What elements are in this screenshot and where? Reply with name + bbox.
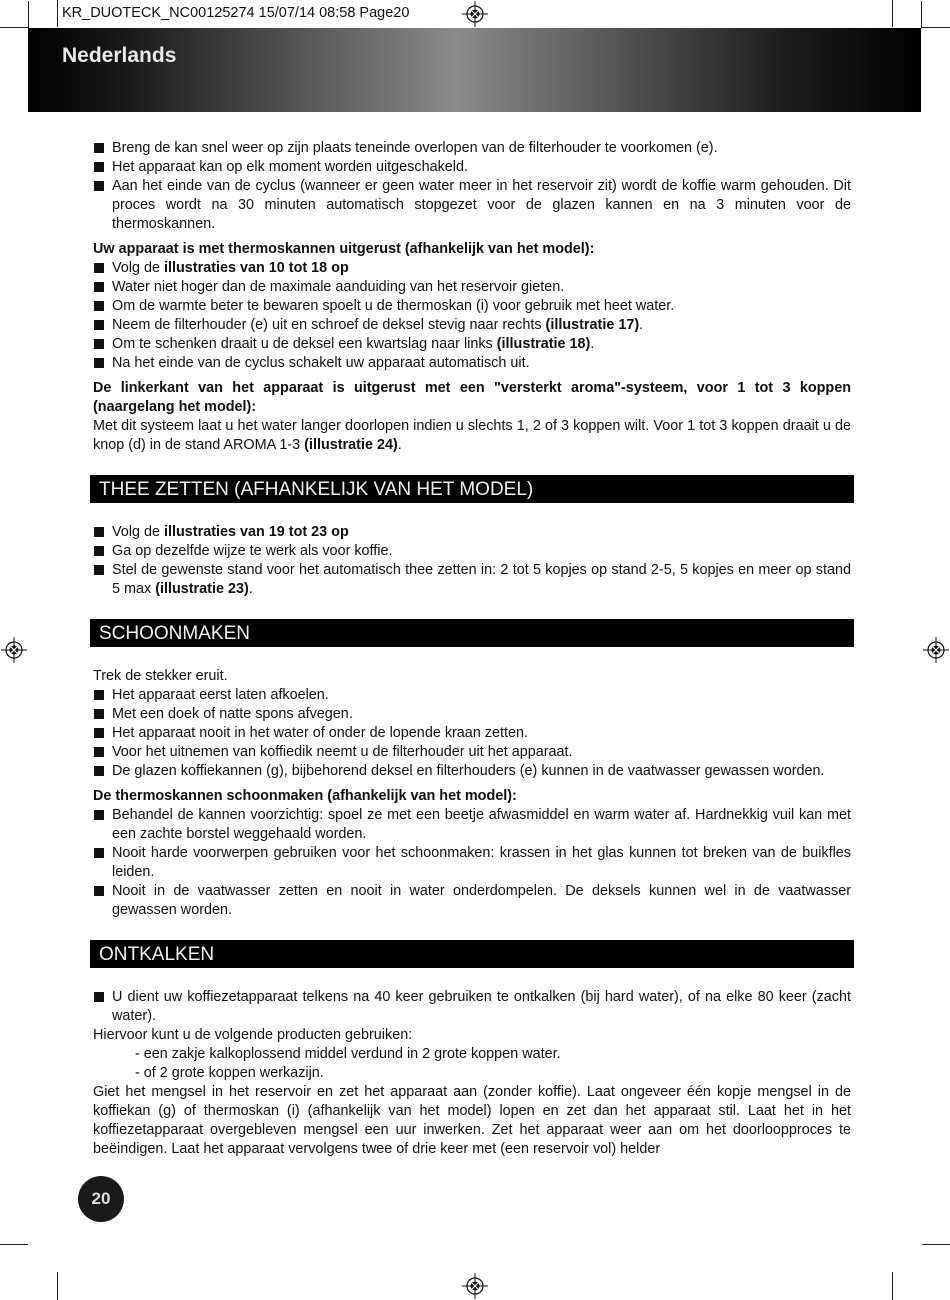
bullet-item bbox=[93, 523, 851, 542]
crop-mark bbox=[921, 1, 922, 28]
bullet-item bbox=[93, 354, 851, 373]
text-run: De glazen koffiekannen (g), bijbehorend deksel en filterhouders (e) kunnen in de vaatwasser gewassen worden. bbox=[112, 763, 825, 779]
text-run: Nooit in de vaatwasser zetten en nooit in water onderdompelen. De deksels kunnen wel in de vaatwasser gewassen worden. bbox=[112, 883, 851, 918]
text-run: Breng de kan snel weer op zijn plaats teneinde overlopen van de filterhouder te voorkomen (e). bbox=[112, 140, 718, 156]
bold-text: illustraties van 10 tot 18 op bbox=[164, 260, 349, 276]
subheading: Uw apparaat is met thermoskannen uitgerust (afhankelijk van het model): bbox=[93, 241, 595, 257]
text-run: Trek de stekker eruit. bbox=[93, 668, 228, 684]
text-run: . bbox=[248, 581, 253, 597]
crop-mark bbox=[892, 1272, 893, 1300]
text-run: Giet het mengsel in het reservoir en zet het apparaat aan (zonder koffie). Laat ongeveer één kopje mengsel in de koffiekan (g) of thermoskan (i) (afhankelijk van het model) lopen en zet dan het apparaat stil. Laat het in het koffiezetapparaat overgebleven mengsel een uur inwerken. Zet het apparaat weer aan om het doorloopproces te beëindigen. Laat het apparaat vervolgens twee of drie keer met (een reservoir vol) helder bbox=[93, 1084, 851, 1157]
section-heading: SCHOONMAKEN bbox=[90, 619, 854, 647]
print-slug: KR_DUOTECK_NC00125274 15/07/14 08:58 Page20 bbox=[62, 5, 410, 21]
registration-mark-icon bbox=[1, 637, 27, 663]
text-run: Het apparaat nooit in het water of onder de lopende kraan zetten. bbox=[112, 725, 529, 741]
bold-text: (illustratie 18) bbox=[496, 336, 591, 352]
text-run: Het apparaat eerst laten afkoelen. bbox=[112, 687, 329, 703]
bullet-item bbox=[93, 743, 851, 762]
text-run: Het apparaat kan op elk moment worden uitgeschakeld. bbox=[112, 159, 468, 175]
text-run: - een zakje kalkoplossend middel verdund in 2 grote koppen water. bbox=[135, 1046, 561, 1062]
crop-mark bbox=[892, 0, 893, 27]
bullet-item bbox=[93, 705, 851, 724]
indented-item bbox=[93, 1064, 851, 1083]
bold-text: (illustratie 24) bbox=[304, 437, 398, 453]
text-run: Volg de bbox=[112, 524, 165, 540]
paragraph bbox=[93, 667, 851, 686]
bullet-item bbox=[93, 177, 851, 234]
paragraph bbox=[93, 1083, 851, 1159]
text-run: Nooit harde voorwerpen gebruiken voor het schoonmaken: krassen in het glas kunnen tot breken van de buikfles leiden. bbox=[112, 845, 851, 880]
text-run: Stel de gewenste stand voor het automatisch thee zetten in: 2 tot 5 kopjes op stand 2-5, 5 kopjes en meer op stand 5 max bbox=[112, 562, 851, 597]
bullet-item bbox=[93, 686, 851, 705]
crop-mark bbox=[57, 0, 58, 27]
bold-text: (illustratie 23) bbox=[155, 581, 249, 597]
bullet-item bbox=[93, 882, 851, 920]
bullet-item bbox=[93, 561, 851, 599]
section-heading: THEE ZETTEN (AFHANKELIJK VAN HET MODEL) bbox=[90, 475, 854, 503]
crop-mark bbox=[28, 1, 29, 28]
bold-text: illustraties van 19 tot 23 op bbox=[164, 524, 349, 540]
paragraph bbox=[93, 1026, 851, 1045]
bold-text: (illustratie 17) bbox=[545, 317, 640, 333]
bullet-item bbox=[93, 316, 851, 335]
subheading: De thermoskannen schoonmaken (afhankelijk van het model): bbox=[93, 788, 517, 804]
paragraph bbox=[93, 417, 851, 455]
text-run: Hiervoor kunt u de volgende producten gebruiken: bbox=[93, 1027, 413, 1043]
text-run: Om de warmte beter te bewaren spoelt u de thermoskan (i) voor gebruik met heet water. bbox=[112, 298, 675, 314]
text-run: . bbox=[590, 336, 595, 352]
section-heading: ONTKALKEN bbox=[90, 940, 854, 968]
text-run: Aan het einde van de cyclus (wanneer er geen water meer in het reservoir zit) wordt de koffie warm gehouden. Dit proces wordt na 30 minuten automatisch stopgezet voor de glazen kannen en na 3 minuten voor de thermoskannen. bbox=[112, 178, 851, 232]
registration-mark-icon bbox=[923, 637, 949, 663]
text-run: - of 2 grote koppen werkazijn. bbox=[135, 1065, 324, 1081]
bullet-item bbox=[93, 278, 851, 297]
bullet-item bbox=[93, 844, 851, 882]
bullet-item bbox=[93, 158, 851, 177]
registration-mark-icon bbox=[462, 1, 488, 27]
text-run: Volg de bbox=[112, 260, 165, 276]
bullet-item bbox=[93, 724, 851, 743]
crop-mark bbox=[0, 1244, 28, 1245]
text-run: Voor het uitnemen van koffiedik neemt u de filterhouder uit het apparaat. bbox=[112, 744, 573, 760]
bullet-item bbox=[93, 297, 851, 316]
text-run: U dient uw koffiezetapparaat telkens na 40 keer gebruiken te ontkalken (bij hard water), of na elke 80 keer (zacht water). bbox=[112, 989, 851, 1024]
bullet-item bbox=[93, 139, 851, 158]
text-run: Water niet hoger dan de maximale aanduiding van het reservoir gieten. bbox=[112, 279, 565, 295]
text-run: Na het einde van de cyclus schakelt uw apparaat automatisch uit. bbox=[112, 355, 530, 371]
page-number-badge: 20 bbox=[78, 1176, 124, 1222]
text-run: Neem de filterhouder (e) uit en schroef de deksel stevig naar rechts bbox=[112, 317, 546, 333]
header-band bbox=[28, 28, 921, 112]
registration-mark-icon bbox=[462, 1273, 488, 1299]
crop-mark bbox=[0, 27, 28, 28]
text-run: Behandel de kannen voorzichtig: spoel ze met een beetje afwasmiddel en warm water af. Hardnekkig vuil kan met een zachte borstel weggehaald worden. bbox=[112, 807, 851, 842]
page-title: Nederlands bbox=[62, 44, 177, 67]
crop-mark bbox=[57, 1272, 58, 1300]
bullet-item bbox=[93, 542, 851, 561]
crop-mark bbox=[922, 1244, 950, 1245]
subheading: De linkerkant van het apparaat is uitgerust met een "versterkt aroma"-systeem, voor 1 tot 3 koppen (naargelang het model): bbox=[93, 380, 851, 415]
crop-mark bbox=[922, 27, 950, 28]
text-run: . bbox=[639, 317, 644, 333]
bullet-item bbox=[93, 762, 851, 781]
text-run: Ga op dezelfde wijze te werk als voor koffie. bbox=[112, 543, 393, 559]
text-run: Om te schenken draait u de deksel een kwartslag naar links bbox=[112, 336, 497, 352]
text-run: . bbox=[397, 437, 402, 453]
bullet-item bbox=[93, 335, 851, 354]
text-run: Met dit systeem laat u het water langer doorlopen indien u slechts 1, 2 of 3 koppen wilt. Voor 1 tot 3 koppen draait u de knop (d) in de stand AROMA 1-3 bbox=[93, 418, 851, 453]
indented-item bbox=[93, 1045, 851, 1064]
bullet-item bbox=[93, 988, 851, 1026]
bullet-item bbox=[93, 806, 851, 844]
bullet-item bbox=[93, 259, 851, 278]
document-body bbox=[93, 139, 851, 1159]
text-run: Met een doek of natte spons afvegen. bbox=[112, 706, 353, 722]
